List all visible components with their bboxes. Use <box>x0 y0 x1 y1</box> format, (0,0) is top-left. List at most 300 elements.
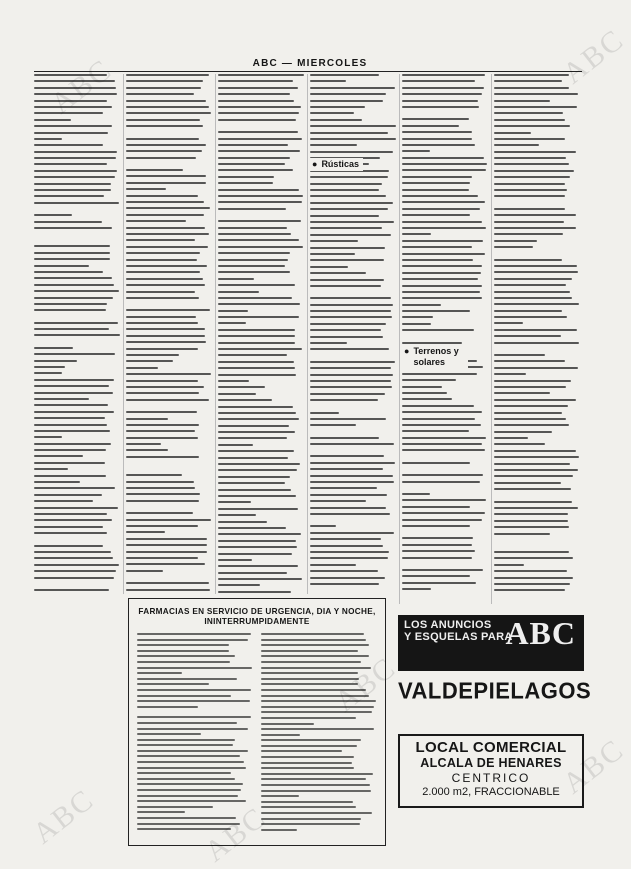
text-line <box>34 398 89 400</box>
text-line <box>137 633 251 635</box>
text-line <box>310 279 384 281</box>
text-line <box>310 266 348 268</box>
text-line <box>126 80 203 82</box>
text-line <box>126 335 205 337</box>
text-line <box>34 106 112 108</box>
text-line <box>126 284 205 286</box>
text-line <box>261 767 354 769</box>
text-line <box>494 564 524 566</box>
text-line <box>218 361 294 363</box>
text-line <box>310 487 377 489</box>
text-line <box>126 259 197 261</box>
text-line <box>402 291 480 293</box>
text-line <box>494 329 577 331</box>
text-line <box>126 456 199 458</box>
text-line <box>494 271 578 273</box>
text-line <box>34 125 112 127</box>
text-line <box>402 499 486 501</box>
text-line <box>402 525 470 527</box>
text-line <box>126 297 199 299</box>
text-line <box>494 291 570 293</box>
text-line <box>310 240 358 242</box>
text-line <box>494 424 569 426</box>
text-line <box>34 227 112 229</box>
text-line <box>34 424 107 426</box>
text-line <box>34 462 105 464</box>
text-line <box>218 444 253 446</box>
text-line <box>126 188 166 190</box>
text-line <box>494 437 528 439</box>
text-line <box>402 297 482 299</box>
text-line <box>218 367 295 369</box>
text-line <box>137 683 209 685</box>
text-line <box>137 823 240 825</box>
text-line <box>126 582 209 584</box>
text-line <box>494 463 570 465</box>
text-line <box>310 468 383 470</box>
text-line <box>218 150 300 152</box>
text-line <box>402 519 482 521</box>
text-line <box>137 811 185 813</box>
abc-ad-line: Y ESQUELAS PARA <box>404 631 513 643</box>
text-line <box>494 322 523 324</box>
text-line <box>310 475 393 477</box>
text-line <box>34 436 62 438</box>
text-line <box>126 487 195 489</box>
text-line <box>494 418 566 420</box>
text-line <box>34 245 110 247</box>
text-line <box>34 404 108 406</box>
text-line <box>402 304 441 306</box>
text-line <box>494 316 567 318</box>
text-line <box>34 443 111 445</box>
text-line <box>34 513 107 515</box>
text-line <box>218 144 288 146</box>
text-line <box>137 644 229 646</box>
text-line <box>34 487 115 489</box>
text-line <box>126 354 179 356</box>
text-line <box>218 508 298 510</box>
text-line <box>310 424 356 426</box>
text-gap <box>34 316 120 322</box>
text-line <box>402 189 469 191</box>
local-comercial-ad <box>398 734 584 808</box>
text-line <box>402 550 475 552</box>
text-line <box>402 386 442 388</box>
text-line <box>34 195 104 197</box>
text-line <box>34 265 89 267</box>
text-line <box>310 481 394 483</box>
text-line <box>34 589 109 591</box>
text-line <box>402 150 430 152</box>
local-ad-place: ALCALA DE HENARES <box>420 756 562 770</box>
text-line <box>310 380 391 382</box>
text-line <box>126 563 205 565</box>
classified-column-1 <box>34 74 120 590</box>
text-line <box>126 380 198 382</box>
text-line <box>310 443 394 445</box>
text-line <box>34 277 112 279</box>
text-line <box>126 512 193 514</box>
text-line <box>494 551 569 553</box>
text-line <box>494 520 568 522</box>
text-line <box>126 227 205 229</box>
text-line <box>494 488 571 490</box>
text-line <box>310 336 383 338</box>
text-line <box>126 144 206 146</box>
text-line <box>218 252 290 254</box>
text-line <box>218 100 294 102</box>
text-line <box>34 551 111 553</box>
text-line <box>310 494 387 496</box>
text-line <box>494 526 569 528</box>
text-line <box>126 220 186 222</box>
text-line <box>218 374 296 376</box>
text-line <box>494 570 567 572</box>
text-line <box>137 695 231 697</box>
text-line <box>126 418 168 420</box>
text-line <box>402 430 469 432</box>
text-line <box>494 259 562 261</box>
text-line <box>402 144 475 146</box>
text-line <box>218 425 289 427</box>
text-line <box>402 405 474 407</box>
text-line <box>494 373 526 375</box>
text-line <box>494 501 572 503</box>
text-line <box>218 239 299 241</box>
text-line <box>126 201 204 203</box>
text-line <box>34 202 119 204</box>
text-line <box>126 430 195 432</box>
text-line <box>402 74 485 76</box>
text-line <box>34 366 65 368</box>
text-line <box>402 418 475 420</box>
text-line <box>402 221 482 223</box>
text-line <box>310 253 355 255</box>
text-line <box>126 291 195 293</box>
text-line <box>137 800 246 802</box>
text-line <box>310 74 379 76</box>
text-line <box>402 201 485 203</box>
text-line <box>402 214 470 216</box>
text-line <box>494 80 562 82</box>
text-line <box>137 722 237 724</box>
text-line <box>494 456 579 458</box>
text-line <box>261 745 357 747</box>
text-line <box>218 138 302 140</box>
text-line <box>126 207 210 209</box>
text-line <box>261 633 364 635</box>
text-line <box>402 544 472 546</box>
text-line <box>402 411 482 413</box>
text-line <box>310 151 393 153</box>
abc-ad-line: LOS ANUNCIOS <box>404 619 492 631</box>
header-rule <box>34 71 582 72</box>
text-line <box>137 700 250 702</box>
text-line <box>402 259 473 261</box>
text-line <box>402 169 486 171</box>
pharmacy-box <box>128 598 386 846</box>
abc-watermark: ABC <box>556 22 631 91</box>
text-line <box>402 373 477 375</box>
text-line <box>218 112 299 114</box>
text-line <box>218 463 300 465</box>
text-line <box>402 449 485 451</box>
text-line <box>218 380 249 382</box>
text-line <box>261 778 366 780</box>
text-line <box>34 189 111 191</box>
valdepielagos-ad <box>398 677 592 726</box>
text-line <box>126 157 196 159</box>
text-line <box>218 457 288 459</box>
text-line <box>218 220 301 222</box>
text-line <box>34 93 117 95</box>
text-line <box>126 392 199 394</box>
text-line <box>34 411 114 413</box>
text-line <box>34 80 115 82</box>
text-line <box>137 672 182 674</box>
text-line <box>218 131 298 133</box>
text-line <box>402 233 431 235</box>
text-line <box>261 672 358 674</box>
text-line <box>310 125 396 127</box>
text-line <box>34 577 114 579</box>
text-line <box>261 728 374 730</box>
text-line <box>310 513 390 515</box>
text-line <box>261 711 372 713</box>
text-line <box>494 221 564 223</box>
text-line <box>34 258 110 260</box>
text-line <box>494 100 550 102</box>
text-line <box>402 506 470 508</box>
text-line <box>137 689 251 691</box>
text-line <box>126 138 199 140</box>
text-line <box>218 559 252 561</box>
text-line <box>402 392 447 394</box>
text-line <box>34 183 111 185</box>
text-line <box>261 823 360 825</box>
text-line <box>34 372 62 374</box>
text-line <box>126 309 210 311</box>
text-gap <box>494 495 580 501</box>
text-line <box>310 119 362 121</box>
text-line <box>34 328 109 330</box>
text-line <box>494 392 550 394</box>
text-line <box>126 246 208 248</box>
text-gap <box>402 456 488 462</box>
text-line <box>494 195 565 197</box>
text-line <box>261 784 370 786</box>
abc-watermark: ABC <box>26 782 101 851</box>
text-line <box>310 564 356 566</box>
text-line <box>218 354 287 356</box>
text-line <box>126 411 197 413</box>
text-line <box>137 716 251 718</box>
pharmacy-column <box>261 633 377 839</box>
text-line <box>261 756 354 758</box>
abc-logo: ABC <box>505 615 576 651</box>
text-line <box>126 525 198 527</box>
classified-column-2 <box>126 74 212 590</box>
text-line <box>310 577 385 579</box>
text-line <box>494 354 545 356</box>
text-line <box>218 553 292 555</box>
text-gap <box>494 253 580 259</box>
text-line <box>34 570 116 572</box>
text-line <box>218 399 272 401</box>
text-line <box>261 734 300 736</box>
text-line <box>494 176 570 178</box>
text-line <box>402 176 472 178</box>
text-line <box>218 591 291 593</box>
text-gap <box>34 341 120 347</box>
text-line <box>310 285 381 287</box>
text-line <box>218 208 286 210</box>
text-line <box>261 801 353 803</box>
column-rule <box>123 74 124 594</box>
text-line <box>126 386 204 388</box>
text-line <box>137 772 231 774</box>
text-line <box>34 284 114 286</box>
text-line <box>402 575 470 577</box>
text-line <box>310 455 384 457</box>
text-line <box>310 227 382 229</box>
text-line <box>34 449 106 451</box>
section-title: Terrenos y solares <box>413 346 459 367</box>
text-line <box>218 297 292 299</box>
text-line <box>137 789 241 791</box>
text-line <box>494 163 569 165</box>
text-line <box>402 379 456 381</box>
text-line <box>218 316 299 318</box>
text-line <box>34 297 113 299</box>
text-line <box>494 297 572 299</box>
text-line <box>402 557 472 559</box>
text-line <box>218 119 296 121</box>
text-line <box>218 482 285 484</box>
text-line <box>261 818 361 820</box>
text-line <box>126 443 161 445</box>
text-line <box>137 667 252 669</box>
text-line <box>494 557 573 559</box>
text-line <box>218 291 259 293</box>
text-line <box>218 176 274 178</box>
text-line <box>137 806 213 808</box>
text-line <box>310 532 394 534</box>
text-line <box>402 118 469 120</box>
text-line <box>218 259 288 261</box>
text-line <box>494 233 563 235</box>
text-line <box>402 582 476 584</box>
text-line <box>137 733 201 735</box>
text-line <box>34 526 103 528</box>
text-line <box>126 360 173 362</box>
text-line <box>126 233 209 235</box>
text-line <box>126 271 200 273</box>
text-line <box>218 476 290 478</box>
text-line <box>310 538 381 540</box>
text-line <box>310 310 391 312</box>
text-line <box>126 182 206 184</box>
text-line <box>402 272 481 274</box>
text-line <box>310 304 393 306</box>
text-line <box>126 106 209 108</box>
text-line <box>261 678 359 680</box>
text-line <box>310 112 354 114</box>
text-line <box>34 417 105 419</box>
text-line <box>494 87 569 89</box>
text-line <box>126 341 206 343</box>
text-line <box>34 545 103 547</box>
text-line <box>218 565 298 567</box>
text-line <box>218 527 286 529</box>
text-line <box>310 247 385 249</box>
text-line <box>494 246 533 248</box>
text-line <box>494 533 550 535</box>
text-line <box>261 683 358 685</box>
text-line <box>494 112 563 114</box>
text-line <box>402 443 482 445</box>
text-line <box>310 132 388 134</box>
text-line <box>310 418 386 420</box>
text-line <box>218 182 273 184</box>
text-line <box>494 144 539 146</box>
text-line <box>218 163 285 165</box>
text-line <box>494 342 579 344</box>
text-line <box>137 795 238 797</box>
bullet-icon: ● <box>312 159 318 169</box>
text-line <box>218 393 256 395</box>
column-rule <box>307 74 308 594</box>
text-line <box>261 661 361 663</box>
text-line <box>402 310 470 312</box>
text-line <box>126 119 200 121</box>
text-line <box>494 240 537 242</box>
text-line <box>137 767 246 769</box>
text-line <box>34 309 106 311</box>
text-line <box>494 513 568 515</box>
classified-column-4 <box>310 74 396 590</box>
text-line <box>261 762 352 764</box>
text-line <box>310 259 384 261</box>
text-line <box>137 678 237 680</box>
text-line <box>137 706 198 708</box>
text-line <box>218 418 299 420</box>
text-line <box>402 195 478 197</box>
text-line <box>218 450 294 452</box>
text-line <box>126 544 207 546</box>
text-line <box>34 119 71 121</box>
section-title: Rústicas <box>321 159 359 169</box>
text-line <box>310 183 382 185</box>
text-line <box>402 316 433 318</box>
text-line <box>310 208 388 210</box>
text-line <box>310 323 386 325</box>
text-line <box>310 329 381 331</box>
text-line <box>218 572 287 574</box>
text-line <box>402 125 459 127</box>
text-line <box>310 367 391 369</box>
column-rule <box>491 74 492 604</box>
text-line <box>34 112 103 114</box>
abc-watermark: ABC <box>556 732 631 801</box>
text-line <box>34 564 119 566</box>
text-gap <box>402 336 488 342</box>
text-line <box>218 342 295 344</box>
text-line <box>402 569 483 571</box>
text-line <box>310 557 388 559</box>
text-gap <box>494 202 580 208</box>
